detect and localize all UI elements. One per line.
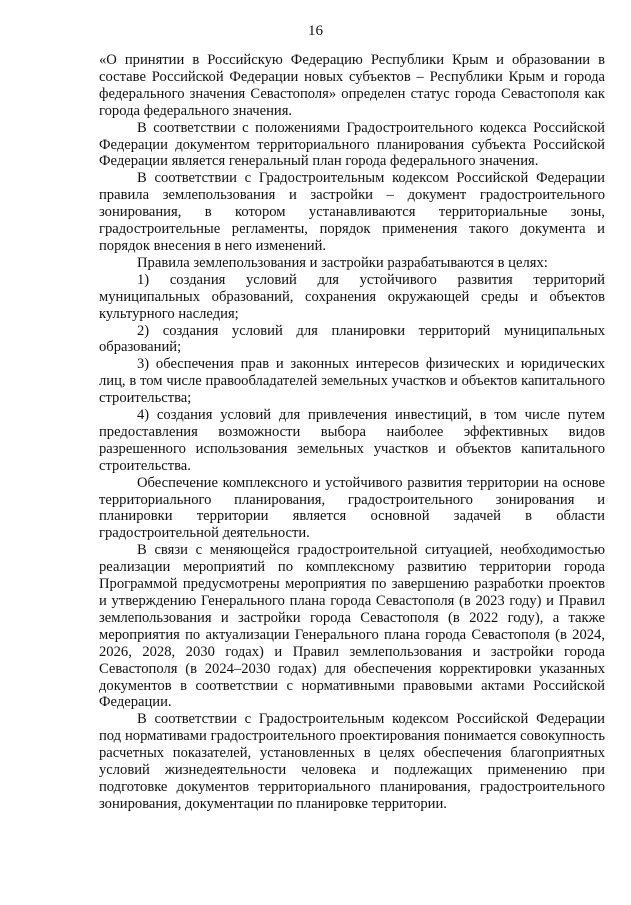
paragraph-purposes-intro: Правила землепользования и застройки разрабатываются в целях: [137, 254, 548, 271]
list-item-2: 2) создания условий для планировки территорий муниципальных образований; [99, 322, 605, 356]
paragraph-program-measures: В связи с меняющейся градостроительной ситуацией, необходимостью реализации мероприятий по комплексному развитию территории города Программой предусмотрены мероприятия по завершению разработки проектов и утверждению Генерального плана города Севастополя (в 2023 году) и Правил землепользования и застройки города Севастополя (в 2022 году), а также мероприятия по актуализации Генерального плана города Севастополя (в 2024, 2026, 2028, 2030 годах) и Правил землепользования и застройки города Севастополя (в 2024–2030 годах) для обеспечения корректировки указанных документов в соответствии с нормативными правовыми актами Российской Федерации. [99, 542, 605, 711]
list-item-4: 4) создания условий для привлечения инвестиций, в том числе путем предоставления возможности выбора наиболее эффективных видов разрешенного использования земельных участков и объектов капитального строительства. [99, 407, 605, 474]
paragraph-land-use-rules: В соответствии с Градостроительным кодексом Российской Федерации правила землепользования и застройки – документ градостроительного зонирования, в котором устанавливаются территориальные зоны, градостроительные регламенты, порядок применения такого документа и порядок внесения в него изменений. [99, 170, 605, 254]
list-item-3: 3) обеспечения прав и законных интересов физических и юридических лиц, в том числе правообладателей земельных участков и объектов капитального строительства; [99, 356, 605, 407]
page-number: 16 [308, 23, 323, 39]
document-body [99, 52, 605, 813]
paragraph-continuation: «О принятии в Российскую Федерацию Республики Крым и образовании в составе Российской Федерации новых субъектов – Республики Крым и города федерального значения Севастополя» определен статус города Севастополя как города федерального значения. [99, 52, 605, 119]
list-item-1: 1) создания условий для устойчивого развития территорий муниципальных образований, сохранения окружающей среды и объектов культурного наследия; [99, 271, 605, 322]
paragraph-development: Обеспечение комплексного и устойчивого развития территории на основе территориального планирования, градостроительного зонирования и планировки территории является основной задачей в области градостроительной деятельности. [99, 474, 605, 542]
paragraph-design-standards: В соответствии с Градостроительным кодексом Российской Федерации под нормативами градостроительного проектирования понимается совокупность расчетных показателей, установленных в целях обеспечения благоприятных условий жизнедеятельности человека и подлежащих применению при подготовке документов территориального планирования, градостроительного зонирования, документации по планировке территории. [99, 711, 605, 812]
paragraph-general-plan: В соответствии с положениями Градостроительного кодекса Российской Федерации документом территориального планирования субъекта Российской Федерации является генеральный план города федерального значения. [99, 119, 605, 170]
